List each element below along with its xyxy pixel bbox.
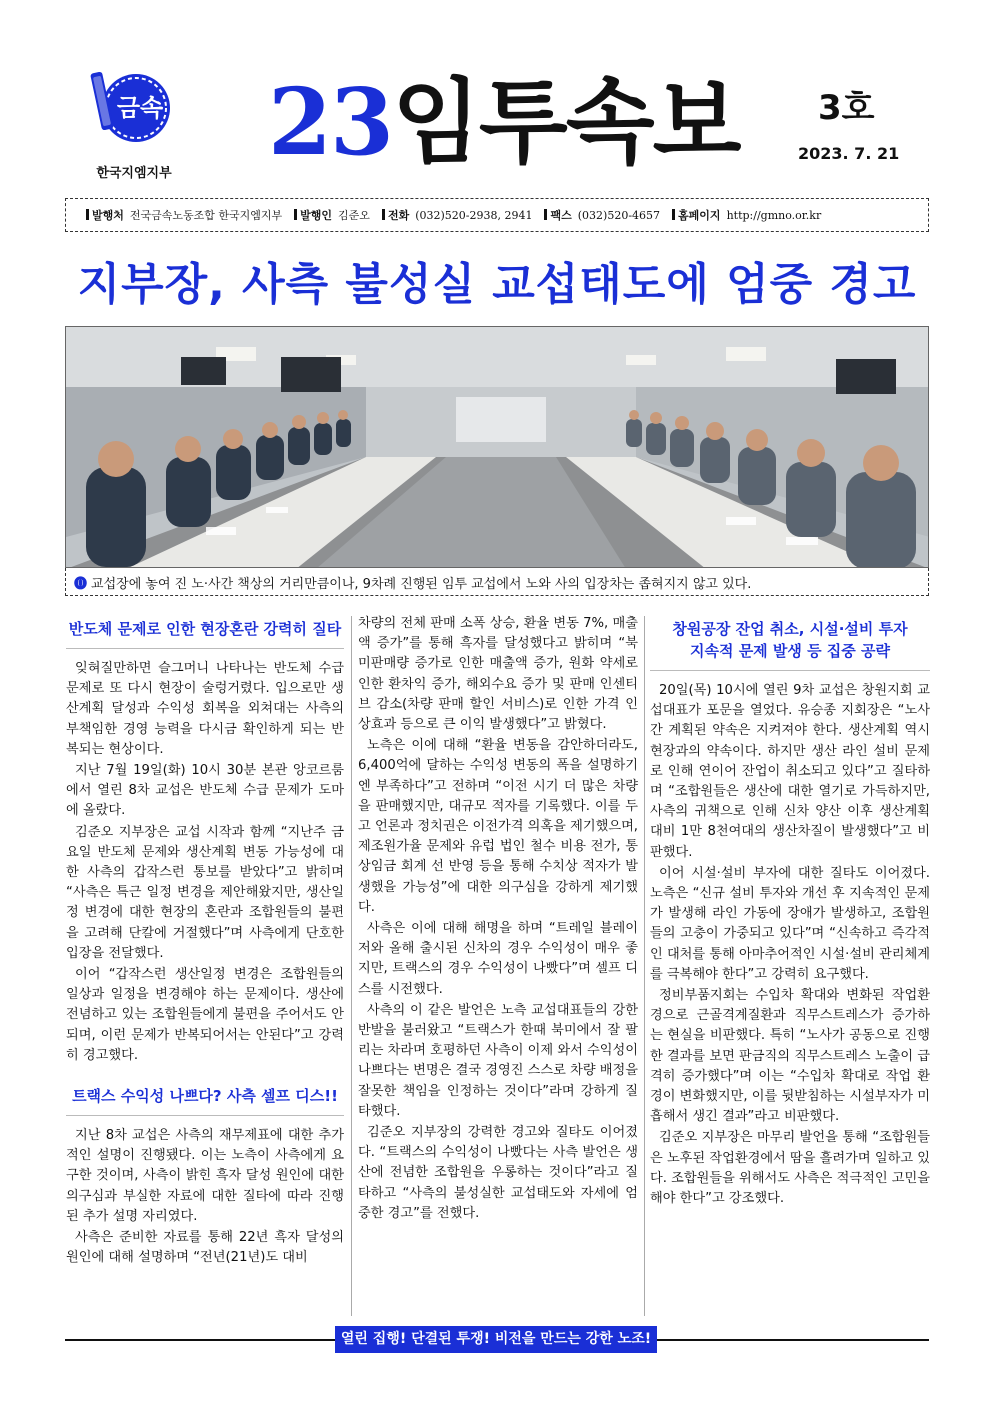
article-paragraph: 정비부품지회는 수입차 확대와 변화된 작업환경으로 근골격계질환과 직무스트레스가 증가하는 현실을 비판했다. 특히 “노사가 공동으로 진행한 결과를 보면 판금직의 직무스트레스 노출이 급격히 증가했다”며 이는 “수입차 확대로 작업 환경이 변화했지만, 이를 뒷받침하는 시설부자가 미흡해서 생긴 결과”라고 비판했다. <box>650 988 930 1125</box>
info-value: 김준오 <box>338 209 370 222</box>
masthead-text: 임투속보 <box>392 69 740 176</box>
info-label: 홈페이지 <box>672 207 721 223</box>
logo-caption: 한국지엠지부 <box>96 166 172 181</box>
article-paragraph: 20일(목) 10시에 열린 9차 교섭은 창원지회 교섭대표가 포문을 열었다. 유승종 지회장은 “노사 간 계획된 약속은 지켜져야 한다. 생산계획 역시 현장과의 약속이다. 하지만 생산 라인 설비 문제로 인해 연이어 잔업이 취소되고 있다”고 질타하며 “조합원들은 생산에 대한 열기로 가득하지만, 사측의 귀책으로 인해 신차 양산 이후 생산계획 대비 1만 8천여대의 생산차질이 발생했다”고 비판했다. <box>650 683 930 860</box>
spacer <box>66 1067 344 1081</box>
logo-text: 금속 <box>116 94 164 122</box>
article-paragraph: 노측은 이에 대해 “환율 변동을 감안하더라도, 6,400억에 달하는 수익성 변동의 폭을 설명하기엔 부족하다”고 전하며 “이전 시기 더 많은 차량을 판매했지만, 대규모 적자를 기록했다. 이를 두고 언론과 정치권은 이전가격 의혹을 제기했으며, 제조원가율 문제와 유럽 법인 철수 비용 전가, 통상임금 회계 선 반영 등을 통해 수치상 적자가 발생했을 가능성”에 대한 의구심을 강하게 제기했다. <box>358 738 638 915</box>
union-logo <box>82 66 178 146</box>
article-paragraph: 김준오 지부장은 교섭 시작과 함께 “지난주 금요일 반도체 문제와 생산계획 변동 가능성에 대한 사측의 갑작스런 통보를 받았다”고 밝히며 “사측은 특근 일정 변경을 제안해왔지만, 생산일정 변경에 대한 현장의 혼란과 조합원들의 불편을 고려해 단칼에 거절했다”며 사측에게 단호한 입장을 전달했다. <box>66 824 344 961</box>
footer-slogan: 열린 집행! 단결된 투쟁! 비전을 만드는 강한 노조! <box>335 1326 657 1353</box>
negotiation-photo <box>65 326 929 568</box>
article-paragraph: 사측의 이 같은 발언은 노측 교섭대표들의 강한 반발을 불러왔고 “트랙스가 한때 북미에서 잘 팔리는 차라며 호평하던 사측이 이제 와서 수익성이 나쁘다는 변명은 결국 경영진 스스로 차량 배정을 잘못한 책임을 인정하는 것이다”라며 강하게 질타했다. <box>358 1002 638 1119</box>
masthead-number: 23 <box>268 68 393 176</box>
info-value: (032)520-2938, 2941 <box>415 208 533 222</box>
homepage-link[interactable]: http://gmno.or.kr <box>726 208 822 222</box>
info-issuer <box>294 207 370 223</box>
column-divider <box>644 616 645 1316</box>
info-label: 전화 <box>382 207 409 223</box>
article-paragraph: 이어 “갑작스런 생산일정 변경은 조합원들의 일상과 일정을 변경해야 하는 문제이다. 생산에 전념하고 있는 조합원들에게 불편을 주어서도 안되며, 이런 문제가 반복되어서는 안된다”고 강력히 경고했다. <box>66 967 344 1063</box>
info-phone <box>382 207 533 223</box>
issue-number: 3호 <box>818 88 875 128</box>
article-column-1 <box>66 614 344 1269</box>
article-paragraph: 차량의 전체 판매 소폭 상승, 환율 변동 7%, 매출액 증가”를 통해 흑자를 달성했다고 밝히며 “북미판매량 증가로 인한 매출액 증가, 원화 약세로 인한 환차익 증가, 해외수요 증가 및 판매 인센티브 감소(차량 판매 할인 서비스)로 인한 가격 인상효과 등으로 큰 이익 발생했다”고 밝혔다. <box>358 616 638 733</box>
photo-caption <box>65 568 929 596</box>
union-logo-icon <box>82 66 178 146</box>
main-headline: 지부장, 사측 불성실 교섭태도에 엄중 경고 <box>77 259 917 310</box>
photo-caption-text: 교섭장에 놓여 진 노·사간 책상의 거리만큼이나, 9차례 진행된 임투 교섭에서 노와 사의 입장차는 좁혀지지 않고 있다. <box>91 577 752 592</box>
publisher-info-bar <box>65 198 929 232</box>
article-paragraph: 지난 7월 19일(화) 10시 30분 본관 앙코르룸에서 열린 8차 교섭은 반도체 수급 문제가 도마에 올랐다. <box>66 763 344 819</box>
caption-marker-icon: ⓿ <box>74 577 88 592</box>
article-paragraph: 사측은 준비한 자료를 통해 22년 흑자 달성의 원인에 대해 설명하며 “전년(21년)도 대비 <box>66 1230 344 1266</box>
article-paragraph: 이어 시설·설비 부자에 대한 질타도 이어졌다. 노측은 “신규 설비 투자와 개선 후 지속적인 문제가 발생해 라인 가동에 장애가 발생하고, 조합원들의 고충이 가중되고 있다”며 “신속하고 즉각적인 대처를 통해 아마추어적인 시설·설비 관리체계를 극복해야 한다”고 강력히 요구했다. <box>650 865 930 982</box>
info-label: 팩스 <box>544 207 571 223</box>
column-divider <box>351 616 352 1316</box>
article-1-title: 반도체 문제로 인한 현장혼란 강력히 질타 <box>66 618 344 649</box>
masthead-title <box>268 68 740 176</box>
info-fax <box>544 207 660 223</box>
article-3-title-line-1: 창원공장 잔업 취소, 시설·설비 투자 <box>672 620 908 638</box>
article-column-3 <box>650 614 930 1210</box>
info-value: (032)520-4657 <box>577 208 661 222</box>
info-publisher <box>86 207 282 223</box>
article-paragraph: 김준오 지부장의 강력한 경고와 질타도 이어졌다. “트랙스의 수익성이 나빴다는 사측 발언은 생산에 전념한 조합원을 우롱하는 것이다”라고 질타하고 “사측의 불성실한 교섭태도와 자세에 엄중한 경고”를 전했다. <box>358 1125 638 1221</box>
article-column-2 <box>358 614 638 1225</box>
article-paragraph: 사측은 이에 대해 해명을 하며 “트레일 블레이저와 올해 출시된 신차의 경우 수익성이 매우 좋지만, 트랙스의 경우 수익성이 나빴다”며 셀프 디스를 시전했다. <box>358 921 638 997</box>
info-label: 발행인 <box>294 207 332 223</box>
article-paragraph: 김준오 지부장은 마무리 발언을 통해 “조합원들은 노후된 작업환경에서 땀을 흘려가며 일하고 있다. 조합원들을 위해서도 사측은 적극적인 고민을 해야 한다”고 강조했다. <box>650 1130 930 1207</box>
conference-room-illustration <box>66 327 929 568</box>
article-3-title <box>650 618 930 671</box>
info-value: 전국금속노동조합 한국지엠지부 <box>129 209 283 222</box>
info-homepage <box>672 207 821 223</box>
article-paragraph: 지난 8차 교섭은 사측의 재무제표에 대한 추가적인 설명이 진행됐다. 이는 노측이 사측에게 요구한 것이며, 사측이 밝힌 흑자 달성 원인에 대한 의구심과 부실한 자료에 대한 질타에 따라 진행된 추가 설명 자리였다. <box>66 1128 344 1224</box>
info-label: 발행처 <box>86 207 124 223</box>
article-2-title: 트랙스 수익성 나쁘다? 사측 셀프 디스!! <box>66 1085 344 1116</box>
article-paragraph: 잊혀질만하면 슬그머니 나타나는 반도체 수급문제로 또 다시 현장이 술렁거렸다. 입으로만 생산계획 달성과 수익성 회복을 외쳐대는 사측의 부책임한 경영 능력을 다시금 확인하게 되는 반복되는 현상이다. <box>66 661 344 757</box>
article-3-title-line-2: 지속적 문제 발생 등 집중 공략 <box>690 642 890 660</box>
publish-date: 2023. 7. 21 <box>798 144 900 163</box>
